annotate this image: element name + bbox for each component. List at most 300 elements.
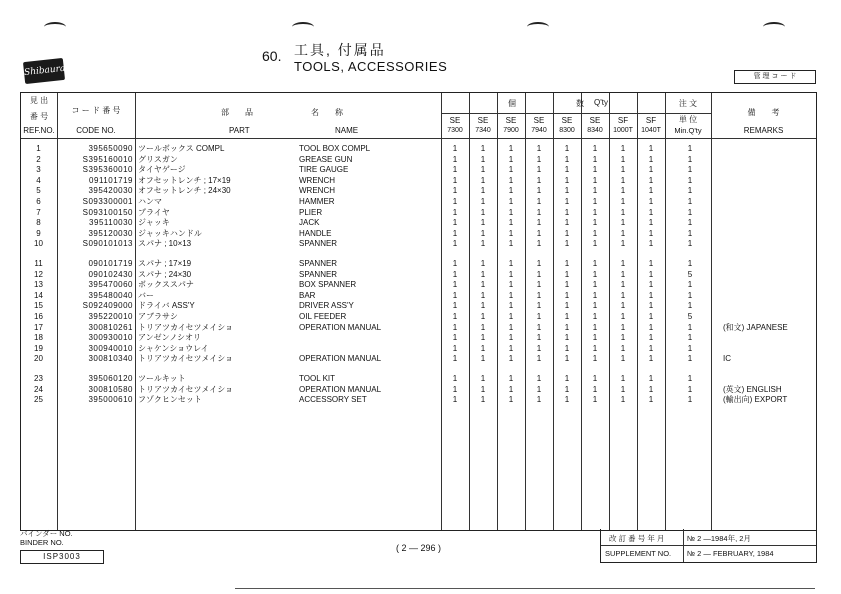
code-cell: 395220010 — [88, 312, 133, 321]
qty-cell: 1 — [592, 333, 598, 343]
min-qty-cell: 1 — [687, 186, 693, 196]
qty-cell: 1 — [536, 175, 542, 185]
part-cell: スパナ ; 24×30 — [138, 269, 192, 279]
qty-cell: 1 — [480, 395, 486, 405]
qty-cell: 1 — [508, 322, 514, 332]
qty-cell: 1 — [452, 301, 458, 311]
qty-cell: 1 — [452, 290, 458, 300]
qty-cell: 1 — [508, 290, 514, 300]
model-header-top: SF — [645, 116, 657, 125]
qty-cell: 1 — [648, 384, 654, 394]
name-cell: TOOL KIT — [299, 374, 336, 383]
code-cell: 395420030 — [88, 186, 133, 196]
page-title: TOOLS, ACCESSORIES — [294, 59, 448, 74]
qty-cell: 1 — [648, 165, 654, 175]
qty-cell: 1 — [564, 343, 570, 353]
remarks-cell: (輸出向) EXPORT — [723, 395, 788, 405]
col-ref-no: REF.NO. — [23, 126, 55, 135]
qty-cell: 1 — [620, 312, 626, 321]
min-qty-cell: 1 — [687, 207, 693, 217]
code-cell: S395160010 — [82, 154, 133, 164]
col-qty-jp: 個 — [508, 99, 516, 108]
code-cell: 300810340 — [88, 354, 133, 364]
code-cell: 395480040 — [88, 290, 133, 300]
col-remarks: REMARKS — [743, 126, 784, 135]
qty-cell: 1 — [564, 218, 570, 228]
name-cell: GREASE GUN — [299, 154, 353, 164]
part-cell: ツールボックス COMPL — [138, 144, 225, 153]
qty-cell: 1 — [452, 154, 458, 164]
qty-cell: 1 — [592, 259, 598, 268]
qty-cell: 1 — [620, 280, 626, 290]
code-cell: 300930010 — [88, 333, 133, 343]
col-qty: Q'ty — [594, 98, 608, 107]
table-row — [21, 269, 816, 280]
qty-cell: 1 — [480, 322, 486, 332]
code-cell: 395060120 — [88, 374, 133, 383]
section-number: 60. — [262, 48, 282, 64]
code-cell: 395650090 — [88, 144, 133, 153]
qty-cell: 1 — [480, 165, 486, 175]
ref-no-cell: 23 — [34, 374, 43, 383]
ref-no-cell: 6 — [36, 197, 41, 206]
supplement-label: SUPPLEMENT NO. — [605, 549, 672, 558]
table-row — [21, 207, 816, 218]
qty-cell: 1 — [508, 259, 514, 268]
col-part-jp: 部 品 — [221, 108, 253, 117]
part-cell: ジャッキハンドル — [138, 228, 202, 238]
qty-cell: 1 — [452, 322, 458, 332]
qty-cell: 1 — [536, 239, 542, 249]
qty-cell: 1 — [648, 175, 654, 185]
ref-no-cell: 8 — [36, 218, 41, 228]
qty-cell: 1 — [508, 343, 514, 353]
qty-cell: 1 — [452, 333, 458, 343]
min-qty-cell: 5 — [687, 312, 693, 321]
part-cell: ジャッキ — [138, 218, 170, 228]
qty-cell: 1 — [592, 197, 598, 206]
remarks-cell: (和文) JAPANESE — [723, 322, 788, 332]
qty-cell: 1 — [620, 269, 626, 279]
table-row — [21, 238, 816, 249]
qty-cell: 1 — [592, 228, 598, 238]
qty-cell: 1 — [508, 218, 514, 228]
min-qty-cell: 1 — [687, 322, 693, 332]
name-cell: SPANNER — [299, 269, 338, 279]
qty-cell: 1 — [536, 374, 542, 383]
qty-cell: 1 — [620, 239, 626, 249]
name-cell: OPERATION MANUAL — [299, 322, 382, 332]
qty-cell: 1 — [620, 343, 626, 353]
qty-cell: 1 — [564, 165, 570, 175]
qty-cell: 1 — [480, 312, 486, 321]
table-row — [21, 353, 816, 364]
qty-cell: 1 — [592, 186, 598, 196]
qty-cell: 1 — [592, 301, 598, 311]
part-cell: アブラサシ — [138, 312, 178, 321]
col-part: PART — [229, 126, 250, 135]
management-code-box: 管 理 コ ー ド — [734, 70, 816, 84]
qty-cell: 1 — [592, 280, 598, 290]
supplement-value: № 2 — FEBRUARY, 1984 — [687, 549, 774, 558]
qty-cell: 1 — [648, 228, 654, 238]
qty-cell: 1 — [480, 280, 486, 290]
company-logo: Shibaura — [23, 58, 65, 84]
model-header-bottom: 1000T — [613, 127, 633, 134]
name-cell: OIL FEEDER — [299, 312, 347, 321]
col-qty-jp2: 数 — [576, 99, 584, 108]
qty-cell: 1 — [452, 280, 458, 290]
qty-cell: 1 — [620, 228, 626, 238]
code-cell: 300810261 — [88, 322, 133, 332]
qty-cell: 1 — [564, 280, 570, 290]
binder-label — [20, 529, 73, 547]
punch-mark — [292, 22, 314, 32]
name-cell: OPERATION MANUAL — [299, 354, 382, 364]
remarks-cell: (英文) ENGLISH — [723, 384, 782, 394]
name-cell: TOOL BOX COMPL — [299, 144, 371, 153]
table-row — [21, 311, 816, 322]
table-row — [21, 290, 816, 301]
qty-cell: 1 — [508, 207, 514, 217]
name-cell: HAMMER — [299, 197, 335, 206]
qty-cell: 1 — [452, 228, 458, 238]
table-row — [21, 143, 816, 154]
qty-cell: 1 — [564, 290, 570, 300]
part-cell: ツールキット — [138, 374, 186, 383]
qty-cell: 1 — [480, 197, 486, 206]
qty-cell: 1 — [648, 239, 654, 249]
model-header-bottom: 7900 — [503, 127, 519, 134]
qty-cell: 1 — [508, 395, 514, 405]
qty-cell: 1 — [648, 343, 654, 353]
min-qty-cell: 1 — [687, 259, 693, 268]
min-qty-cell: 1 — [687, 144, 693, 153]
qty-cell: 1 — [452, 343, 458, 353]
code-cell: 395110030 — [89, 218, 133, 228]
ref-no-cell: 25 — [34, 395, 43, 405]
qty-cell: 1 — [592, 395, 598, 405]
qty-cell: 1 — [592, 322, 598, 332]
qty-cell: 1 — [508, 154, 514, 164]
qty-cell: 1 — [480, 374, 486, 383]
qty-cell: 1 — [536, 186, 542, 196]
qty-cell: 1 — [564, 259, 570, 268]
col-min-qty: Min.Q'ty — [674, 126, 702, 135]
qty-cell: 1 — [452, 165, 458, 175]
qty-cell: 1 — [452, 239, 458, 249]
model-header-top: SE — [505, 116, 517, 125]
qty-cell: 1 — [480, 343, 486, 353]
qty-cell: 1 — [536, 197, 542, 206]
qty-cell: 1 — [564, 395, 570, 405]
name-cell: ACCESSORY SET — [299, 395, 367, 405]
supplement-label-jp: 改 訂 番 号 年 月 — [609, 534, 665, 543]
code-cell: 091101719 — [89, 175, 133, 185]
qty-cell: 1 — [536, 207, 542, 217]
qty-cell: 1 — [648, 186, 654, 196]
min-qty-cell: 1 — [687, 384, 693, 394]
col-name: NAME — [335, 126, 359, 135]
part-cell: スパナ ; 10×13 — [138, 239, 192, 249]
min-qty-cell: 1 — [687, 218, 693, 228]
qty-cell: 1 — [508, 312, 514, 321]
qty-cell: 1 — [564, 374, 570, 383]
ref-no-cell: 20 — [34, 354, 43, 364]
qty-cell: 1 — [452, 218, 458, 228]
qty-cell: 1 — [508, 269, 514, 279]
table-row — [21, 228, 816, 239]
model-header-bottom: 8300 — [559, 127, 575, 134]
qty-cell: 1 — [592, 269, 598, 279]
qty-cell: 1 — [452, 144, 458, 153]
col-order-jp: 注 文 — [678, 99, 698, 108]
code-cell: S093100150 — [82, 207, 133, 217]
ref-no-cell: 1 — [36, 144, 41, 153]
qty-cell: 1 — [592, 154, 598, 164]
ref-no-cell: 9 — [36, 228, 41, 238]
name-cell: TIRE GAUGE — [299, 165, 349, 175]
qty-cell: 1 — [480, 354, 486, 364]
col-remarks-jp: 備 考 — [747, 108, 780, 117]
qty-cell: 1 — [592, 374, 598, 383]
table-row — [21, 175, 816, 186]
qty-cell: 1 — [536, 322, 542, 332]
qty-cell: 1 — [480, 259, 486, 268]
qty-cell: 1 — [648, 259, 654, 268]
qty-cell: 1 — [452, 175, 458, 185]
title-japanese: 工具, 付属品 — [294, 42, 386, 58]
part-cell: バー — [138, 290, 154, 300]
part-cell: グリスガン — [138, 154, 178, 164]
model-header-top: SE — [589, 116, 601, 125]
qty-cell: 1 — [508, 144, 514, 153]
qty-cell: 1 — [536, 144, 542, 153]
qty-cell: 1 — [564, 228, 570, 238]
qty-cell: 1 — [564, 186, 570, 196]
name-cell: WRENCH — [299, 186, 335, 196]
part-cell: ドライバ ASS'Y — [138, 301, 195, 311]
qty-cell: 1 — [564, 154, 570, 164]
qty-cell: 1 — [648, 197, 654, 206]
qty-cell: 1 — [480, 175, 486, 185]
qty-cell: 1 — [452, 374, 458, 383]
qty-cell: 1 — [648, 269, 654, 279]
min-qty-cell: 1 — [687, 395, 693, 405]
part-cell: トリアツカイセツメイショ — [138, 384, 234, 394]
qty-cell: 1 — [536, 354, 542, 364]
qty-cell: 1 — [452, 207, 458, 217]
qty-cell: 1 — [508, 384, 514, 394]
punch-mark — [44, 22, 66, 32]
qty-cell: 1 — [648, 395, 654, 405]
punch-mark — [763, 22, 785, 32]
model-header-bottom: 7940 — [531, 127, 547, 134]
supplement-value-jp: № 2 —1984年, 2月 — [687, 534, 751, 543]
ref-no-cell: 16 — [34, 312, 43, 321]
qty-cell: 1 — [536, 301, 542, 311]
qty-cell: 1 — [648, 374, 654, 383]
model-header-bottom: 1040T — [641, 127, 661, 134]
name-cell: PLIER — [299, 207, 323, 217]
qty-cell: 1 — [536, 343, 542, 353]
min-qty-cell: 1 — [687, 290, 693, 300]
supplement-box — [600, 529, 817, 563]
col-no-jp: 見 出 — [29, 96, 49, 105]
min-qty-cell: 5 — [687, 269, 693, 279]
qty-cell: 1 — [536, 280, 542, 290]
punch-mark — [527, 22, 549, 32]
qty-cell: 1 — [480, 269, 486, 279]
part-cell: トリアツカイセツメイショ — [138, 322, 234, 332]
qty-cell: 1 — [508, 186, 514, 196]
qty-cell: 1 — [536, 269, 542, 279]
min-qty-cell: 1 — [687, 280, 693, 290]
qty-cell: 1 — [620, 175, 626, 185]
table-row — [21, 279, 816, 290]
table-row — [21, 343, 816, 354]
code-cell: S093300001 — [82, 197, 133, 206]
qty-cell: 1 — [648, 290, 654, 300]
ref-no-cell: 5 — [36, 186, 41, 196]
ref-no-cell: 7 — [36, 207, 41, 217]
qty-cell: 1 — [620, 197, 626, 206]
qty-cell: 1 — [620, 322, 626, 332]
ref-no-cell: 14 — [34, 290, 43, 300]
qty-cell: 1 — [620, 154, 626, 164]
qty-cell: 1 — [648, 218, 654, 228]
qty-cell: 1 — [592, 144, 598, 153]
qty-cell: 1 — [620, 395, 626, 405]
qty-cell: 1 — [592, 354, 598, 364]
ref-no-cell: 11 — [34, 259, 43, 268]
ref-no-cell: 17 — [34, 322, 43, 332]
model-header-top: SE — [561, 116, 573, 125]
qty-cell: 1 — [480, 228, 486, 238]
table-row — [21, 164, 816, 175]
qty-cell: 1 — [536, 333, 542, 343]
qty-cell: 1 — [508, 175, 514, 185]
part-cell: ハンマ — [138, 197, 162, 206]
qty-cell: 1 — [620, 218, 626, 228]
code-cell: S395360010 — [82, 165, 133, 175]
min-qty-cell: 1 — [687, 333, 693, 343]
binder-number: ISP3003 — [20, 550, 104, 564]
col-unit-jp: 単 位 — [678, 115, 698, 124]
part-cell: アンゼンノシオリ — [138, 333, 202, 343]
qty-cell: 1 — [564, 207, 570, 217]
name-cell: BOX SPANNER — [299, 280, 357, 290]
qty-cell: 1 — [620, 165, 626, 175]
qty-cell: 1 — [564, 197, 570, 206]
qty-cell: 1 — [480, 301, 486, 311]
ref-no-cell: 15 — [34, 301, 43, 311]
qty-cell: 1 — [508, 228, 514, 238]
qty-cell: 1 — [452, 259, 458, 268]
name-cell: WRENCH — [299, 175, 335, 185]
part-cell: オフセットレンチ ; 17×19 — [138, 175, 231, 185]
name-cell: BAR — [299, 290, 316, 300]
qty-cell: 1 — [592, 207, 598, 217]
name-cell: SPANNER — [299, 259, 338, 268]
part-cell: トリアツカイセツメイショ — [138, 354, 234, 364]
qty-cell: 1 — [536, 395, 542, 405]
col-code-jp: コ ー ド 番 号 — [71, 106, 121, 115]
qty-cell: 1 — [480, 384, 486, 394]
min-qty-cell: 1 — [687, 343, 693, 353]
code-cell: 395120030 — [88, 228, 133, 238]
ref-no-cell: 3 — [36, 165, 41, 175]
qty-cell: 1 — [536, 259, 542, 268]
qty-cell: 1 — [564, 144, 570, 153]
qty-cell: 1 — [452, 395, 458, 405]
table-row — [21, 300, 816, 311]
qty-cell: 1 — [452, 269, 458, 279]
table-row — [21, 185, 816, 196]
qty-cell: 1 — [564, 301, 570, 311]
min-qty-cell: 1 — [687, 154, 693, 164]
col-no-jp2: 番 号 — [29, 112, 49, 121]
table-row — [21, 394, 816, 405]
qty-cell: 1 — [564, 384, 570, 394]
qty-cell: 1 — [592, 175, 598, 185]
qty-cell: 1 — [480, 207, 486, 217]
name-cell: HANDLE — [299, 228, 332, 238]
qty-cell: 1 — [620, 301, 626, 311]
qty-cell: 1 — [620, 384, 626, 394]
qty-cell: 1 — [480, 154, 486, 164]
ref-no-cell: 19 — [34, 343, 43, 353]
part-cell: スパナ ; 17×19 — [138, 259, 192, 268]
qty-cell: 1 — [480, 239, 486, 249]
binder-label-jp: バインダー NO. — [20, 529, 73, 538]
binder-label-en: BINDER NO. — [20, 538, 64, 547]
col-name-jp: 名 称 — [311, 108, 343, 117]
code-cell: 300810580 — [88, 384, 133, 394]
qty-cell: 1 — [592, 384, 598, 394]
qty-cell: 1 — [452, 312, 458, 321]
code-cell: 300940010 — [88, 343, 133, 353]
qty-cell: 1 — [620, 333, 626, 343]
qty-cell: 1 — [648, 154, 654, 164]
model-header-bottom: 8340 — [587, 127, 603, 134]
ref-no-cell: 10 — [34, 239, 43, 249]
qty-cell: 1 — [564, 312, 570, 321]
remarks-cell: IC — [723, 354, 731, 364]
qty-cell: 1 — [592, 290, 598, 300]
qty-cell: 1 — [564, 354, 570, 364]
qty-cell: 1 — [620, 290, 626, 300]
min-qty-cell: 1 — [687, 374, 693, 383]
table-row — [21, 258, 816, 269]
qty-cell: 1 — [452, 384, 458, 394]
qty-cell: 1 — [648, 144, 654, 153]
code-cell: 090101719 — [88, 259, 133, 268]
code-cell: S092409000 — [82, 301, 133, 311]
table-row — [21, 217, 816, 228]
qty-cell: 1 — [620, 354, 626, 364]
min-qty-cell: 1 — [687, 354, 693, 364]
part-cell: シャケンショウレイ — [138, 343, 209, 353]
qty-cell: 1 — [592, 343, 598, 353]
min-qty-cell: 1 — [687, 165, 693, 175]
name-cell: SPANNER — [299, 239, 338, 249]
code-cell: 395470060 — [88, 280, 133, 290]
qty-cell: 1 — [620, 207, 626, 217]
table-row — [21, 196, 816, 207]
model-header-top: SE — [449, 116, 461, 125]
ref-no-cell: 24 — [34, 384, 43, 394]
